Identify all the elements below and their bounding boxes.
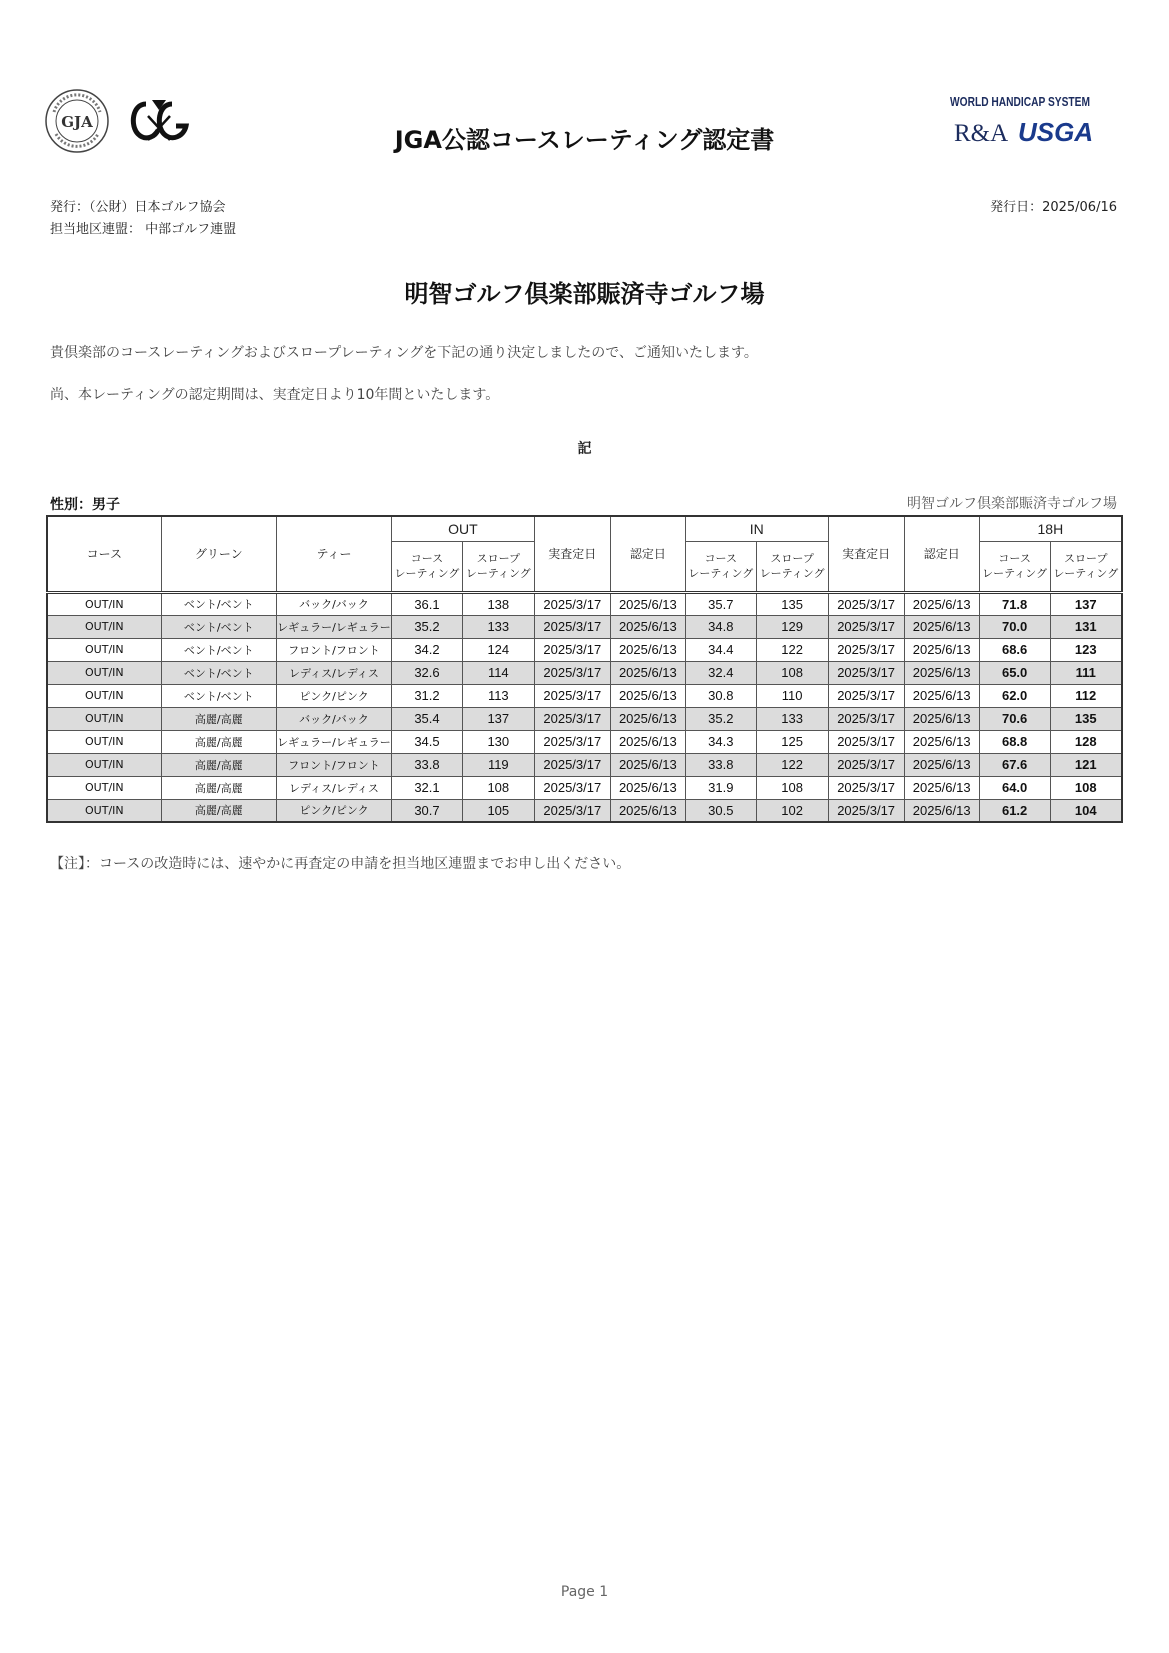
table-row (47, 753, 1122, 776)
cell-18h-sr: 128 (1050, 730, 1122, 753)
cell-out-sr: 138 (462, 592, 534, 615)
cell-tee: フロント/フロント (276, 753, 391, 776)
cell-in-sr: 102 (756, 799, 828, 822)
cell-out-cr: 30.7 (392, 799, 463, 822)
table-row (47, 638, 1122, 661)
cell-18h-cr: 68.8 (979, 730, 1050, 753)
cell-in-cert: 2025/6/13 (904, 592, 979, 615)
header-green: グリーン (161, 516, 276, 592)
club-name-label: 明智ゴルフ倶楽部賑済寺ゴルフ場 (907, 496, 1117, 512)
cell-18h-cr: 64.0 (979, 776, 1050, 799)
cell-18h-cr: 70.6 (979, 707, 1050, 730)
regional-federation: 担当地区連盟： 中部ゴルフ連盟 (50, 222, 237, 237)
cell-in-sr: 135 (756, 592, 828, 615)
cell-out-sr: 119 (462, 753, 534, 776)
cell-in-survey: 2025/3/17 (828, 753, 904, 776)
table-row (47, 730, 1122, 753)
header-out-course-rating: コース レーティング (392, 541, 463, 592)
cell-in-sr: 125 (756, 730, 828, 753)
remark-note: 【注】：コースの改造時には、速やかに再査定の申請を担当地区連盟までお申し出ください。 (50, 856, 631, 872)
header-out: OUT (392, 516, 535, 541)
cell-in-sr: 108 (756, 776, 828, 799)
cell-18h-sr: 137 (1050, 592, 1122, 615)
cell-out-cr: 33.8 (392, 753, 463, 776)
cell-out-cr: 32.1 (392, 776, 463, 799)
notice-paragraph: 貴倶楽部のコースレーティングおよびスロープレーティングを下記の通り決定しましたので、ご通知いたします。 (50, 345, 758, 361)
cell-in-survey: 2025/3/17 (828, 684, 904, 707)
cell-in-cr: 32.4 (685, 661, 756, 684)
header-18h-slope-rating: スロープ レーティング (1050, 541, 1122, 592)
cell-18h-cr: 62.0 (979, 684, 1050, 707)
cell-out-survey: 2025/3/17 (534, 638, 610, 661)
cell-green: 高麗/高麗 (161, 799, 276, 822)
cell-tee: レディス/レディス (276, 776, 391, 799)
cell-tee: フロント/フロント (276, 638, 391, 661)
cell-out-cert: 2025/6/13 (610, 799, 685, 822)
cell-in-cr: 30.5 (685, 799, 756, 822)
cell-course: OUT/IN (47, 776, 161, 799)
cell-out-sr: 113 (462, 684, 534, 707)
table-row (47, 707, 1122, 730)
cell-in-cr: 34.3 (685, 730, 756, 753)
cell-out-survey: 2025/3/17 (534, 753, 610, 776)
cell-out-sr: 137 (462, 707, 534, 730)
cell-18h-cr: 68.6 (979, 638, 1050, 661)
cell-in-cr: 31.9 (685, 776, 756, 799)
cell-18h-sr: 108 (1050, 776, 1122, 799)
cell-in-cr: 34.4 (685, 638, 756, 661)
cell-in-sr: 133 (756, 707, 828, 730)
cell-tee: バック/バック (276, 707, 391, 730)
cell-in-cert: 2025/6/13 (904, 799, 979, 822)
table-row (47, 615, 1122, 638)
cell-out-cr: 31.2 (392, 684, 463, 707)
table-row (47, 684, 1122, 707)
table-row (47, 799, 1122, 822)
table-row (47, 592, 1122, 615)
cell-out-survey: 2025/3/17 (534, 799, 610, 822)
cell-out-cr: 35.2 (392, 615, 463, 638)
cell-out-cert: 2025/6/13 (610, 730, 685, 753)
cell-18h-sr: 104 (1050, 799, 1122, 822)
cell-in-cr: 34.8 (685, 615, 756, 638)
cell-18h-sr: 112 (1050, 684, 1122, 707)
cell-in-cert: 2025/6/13 (904, 776, 979, 799)
cell-18h-sr: 111 (1050, 661, 1122, 684)
cell-green: ベント/ベント (161, 592, 276, 615)
cell-in-survey: 2025/3/17 (828, 776, 904, 799)
issuer: 発行：（公財）日本ゴルフ協会 (50, 200, 226, 215)
page-number: Page 1 (560, 1584, 609, 1600)
header-in-slope-rating: スロープ レーティング (756, 541, 828, 592)
cell-out-cr: 32.6 (392, 661, 463, 684)
cell-tee: レディス/レディス (276, 661, 391, 684)
cell-course: OUT/IN (47, 707, 161, 730)
cell-green: 高麗/高麗 (161, 753, 276, 776)
table-row (47, 776, 1122, 799)
cell-out-cert: 2025/6/13 (610, 661, 685, 684)
header-in-course-rating: コース レーティング (685, 541, 756, 592)
cell-out-cert: 2025/6/13 (610, 776, 685, 799)
cell-green: ベント/ベント (161, 615, 276, 638)
cell-out-cr: 34.2 (392, 638, 463, 661)
header-course: コース (47, 516, 161, 592)
cell-out-sr: 114 (462, 661, 534, 684)
cell-tee: レギュラー/レギュラー (276, 615, 391, 638)
table-row (47, 661, 1122, 684)
cell-18h-cr: 71.8 (979, 592, 1050, 615)
cell-18h-cr: 65.0 (979, 661, 1050, 684)
cell-out-cr: 36.1 (392, 592, 463, 615)
cell-out-survey: 2025/3/17 (534, 661, 610, 684)
cell-in-cr: 33.8 (685, 753, 756, 776)
cell-tee: ピンク/ピンク (276, 684, 391, 707)
header-out-slope-rating: スロープ レーティング (462, 541, 534, 592)
header-in: IN (685, 516, 828, 541)
cell-in-survey: 2025/3/17 (828, 592, 904, 615)
cell-in-survey: 2025/3/17 (828, 799, 904, 822)
document-title: JGA公認コースレーティング認定書 (394, 126, 775, 154)
cell-out-cert: 2025/6/13 (610, 615, 685, 638)
cell-course: OUT/IN (47, 661, 161, 684)
cell-green: ベント/ベント (161, 638, 276, 661)
cell-in-survey: 2025/3/17 (828, 661, 904, 684)
cell-out-cert: 2025/6/13 (610, 684, 685, 707)
cell-course: OUT/IN (47, 799, 161, 822)
header-in-cert-date: 認定日 (904, 516, 979, 592)
cell-in-survey: 2025/3/17 (828, 615, 904, 638)
cell-course: OUT/IN (47, 592, 161, 615)
cell-green: 高麗/高麗 (161, 730, 276, 753)
whs-text: WORLD HANDICAP SYSTEM (950, 94, 1090, 109)
cell-out-cert: 2025/6/13 (610, 638, 685, 661)
gender-label: 性別：男子 (50, 497, 120, 513)
cell-in-cert: 2025/6/13 (904, 638, 979, 661)
cell-tee: バック/バック (276, 592, 391, 615)
cell-in-cert: 2025/6/13 (904, 661, 979, 684)
cell-in-cert: 2025/6/13 (904, 615, 979, 638)
cell-in-survey: 2025/3/17 (828, 638, 904, 661)
cell-in-cert: 2025/6/13 (904, 730, 979, 753)
club-name-heading: 明智ゴルフ倶楽部賑済寺ゴルフ場 (404, 280, 765, 308)
header-tee: ティー (276, 516, 391, 592)
cell-course: OUT/IN (47, 753, 161, 776)
cell-tee: レギュラー/レギュラー (276, 730, 391, 753)
cell-course: OUT/IN (47, 638, 161, 661)
cell-green: ベント/ベント (161, 661, 276, 684)
cell-green: ベント/ベント (161, 684, 276, 707)
cell-18h-sr: 135 (1050, 707, 1122, 730)
cell-in-sr: 108 (756, 661, 828, 684)
cell-in-sr: 122 (756, 753, 828, 776)
cell-18h-sr: 121 (1050, 753, 1122, 776)
cell-18h-sr: 131 (1050, 615, 1122, 638)
header-out-cert-date: 認定日 (610, 516, 685, 592)
cell-out-survey: 2025/3/17 (534, 615, 610, 638)
cell-out-sr: 124 (462, 638, 534, 661)
cell-in-sr: 122 (756, 638, 828, 661)
rating-table (46, 515, 1123, 823)
header-18h-course-rating: コース レーティング (979, 541, 1050, 592)
ra-text: R&A (954, 120, 1009, 147)
cell-in-cert: 2025/6/13 (904, 707, 979, 730)
cell-in-cert: 2025/6/13 (904, 753, 979, 776)
validity-paragraph: 尚、本レーティングの認定期間は、実査定日より10年間といたします。 (50, 387, 500, 403)
usga-text: USGA (1018, 117, 1094, 147)
header-18h: 18H (979, 516, 1122, 541)
cell-18h-cr: 61.2 (979, 799, 1050, 822)
cell-out-cert: 2025/6/13 (610, 753, 685, 776)
cell-course: OUT/IN (47, 684, 161, 707)
cell-out-cert: 2025/6/13 (610, 707, 685, 730)
cell-tee: ピンク/ピンク (276, 799, 391, 822)
cell-out-survey: 2025/3/17 (534, 707, 610, 730)
cell-out-sr: 133 (462, 615, 534, 638)
cell-green: 高麗/高麗 (161, 707, 276, 730)
cell-out-survey: 2025/3/17 (534, 730, 610, 753)
header-out-survey-date: 実査定日 (534, 516, 610, 592)
cell-in-cert: 2025/6/13 (904, 684, 979, 707)
cell-out-survey: 2025/3/17 (534, 776, 610, 799)
cell-out-survey: 2025/3/17 (534, 592, 610, 615)
cell-out-sr: 105 (462, 799, 534, 822)
header-in-survey-date: 実査定日 (828, 516, 904, 592)
cell-green: 高麗/高麗 (161, 776, 276, 799)
cell-out-sr: 130 (462, 730, 534, 753)
cell-18h-sr: 123 (1050, 638, 1122, 661)
cell-in-survey: 2025/3/17 (828, 707, 904, 730)
cell-out-cr: 34.5 (392, 730, 463, 753)
cell-out-survey: 2025/3/17 (534, 684, 610, 707)
cell-in-survey: 2025/3/17 (828, 730, 904, 753)
cell-18h-cr: 67.6 (979, 753, 1050, 776)
issue-date: 発行日：2025/06/16 (990, 200, 1117, 215)
cell-out-sr: 108 (462, 776, 534, 799)
cell-in-cr: 30.8 (685, 684, 756, 707)
cell-in-cr: 35.2 (685, 707, 756, 730)
cell-in-cr: 35.7 (685, 592, 756, 615)
cell-out-cr: 35.4 (392, 707, 463, 730)
cell-course: OUT/IN (47, 730, 161, 753)
cell-course: OUT/IN (47, 615, 161, 638)
cell-in-sr: 110 (756, 684, 828, 707)
cell-out-cert: 2025/6/13 (610, 592, 685, 615)
cell-in-sr: 129 (756, 615, 828, 638)
ki-marker: 記 (577, 441, 592, 457)
cell-18h-cr: 70.0 (979, 615, 1050, 638)
svg-text:GJA: GJA (61, 113, 93, 131)
